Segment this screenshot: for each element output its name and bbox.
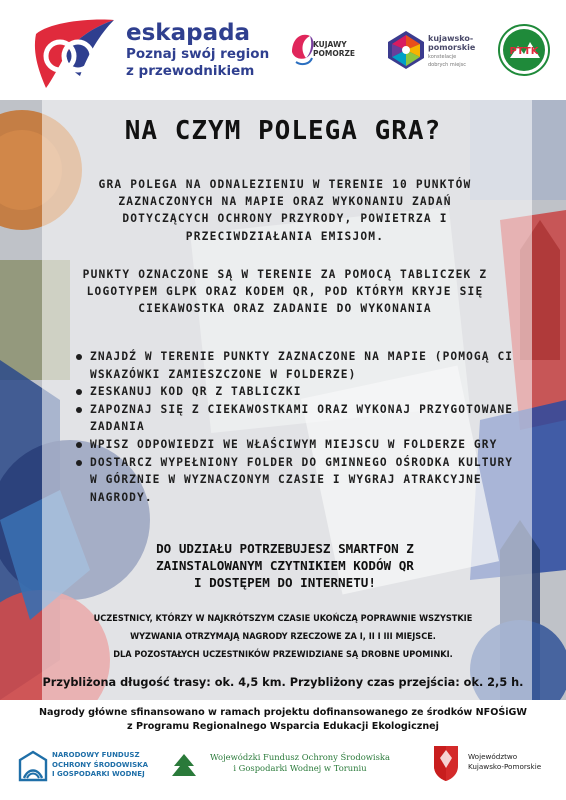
kp-tagline-line-2: dobrych miejsc — [428, 62, 467, 68]
funding-line-2: z Programu Regionalnego Wsparcia Edukacji Ekologicznej — [127, 721, 439, 732]
list-item — [74, 436, 514, 454]
step-text: ZAPOZNAJ SIĘ Z CIEKAWOSTKAMI ORAZ WYKONAJ PRZYGOTOWANE ZADANIA — [90, 402, 514, 434]
funding-line-1: Nagrody główne sfinansowano w ramach projektu dofinansowanego ze środków NFOŚiGW — [38, 707, 528, 718]
game-description: GRA POLEGA NA ODNALEZIENIU W TERENIE 10 PUNKTÓW ZAZNACZONYCH NA MAPIE ORAZ WYKONANIU ZADAŃ DOTYCZĄCYCH OCHRONY PRZYRODY, POWIETRZA I PRZECIWDZIAŁANIA EMISJOM. — [98, 178, 472, 243]
pttk-label: PTTK — [509, 46, 539, 57]
bullet-icon — [76, 389, 82, 395]
kp-name-line-1: kujawsko- — [428, 34, 474, 43]
bullet-icon — [76, 407, 82, 413]
wfosigw-logo — [164, 752, 204, 778]
page-title: NA CZYM POLEGA GRA? — [124, 116, 442, 146]
kujawy-line-2: POMORZE — [313, 49, 356, 58]
requirement-note — [90, 540, 480, 591]
list-item — [74, 383, 514, 401]
step-text: WPISZ ODPOWIEDZI WE WŁAŚCIWYM MIEJSCU W FOLDERZE GRY — [90, 437, 498, 451]
pttk-logo — [498, 24, 550, 76]
kujawsko-pomorskie-logo — [386, 30, 426, 70]
nf-line-2: OCHRONY ŚRODOWISKA — [52, 760, 149, 769]
kp-name-line-2: pomorskie — [428, 43, 476, 52]
footer — [0, 700, 566, 800]
kujawsko-pomorskie-text — [428, 34, 475, 68]
nfosigw-logo — [18, 750, 48, 782]
nfosigw-text — [52, 751, 148, 780]
wk-line-1: Województwo — [468, 752, 518, 761]
header — [0, 0, 566, 100]
wk-line-2: Kujawsko-Pomorskie — [468, 762, 542, 771]
wf-line-2: i Gospodarki Wodnej w Toruniu — [233, 763, 367, 773]
kujawy-pomorze-text — [313, 40, 355, 58]
funding-note — [20, 706, 546, 734]
step-text: ZNAJDŹ W TERENIE PUNKTY ZAZNACZONE NA MAPIE (POMOGĄ CI WSKAZÓWKI ZAMIESZCZONE W FOLDERZE) — [90, 350, 514, 381]
list-item — [74, 348, 514, 383]
brand-subtitle-line-1: Poznaj swój region — [126, 46, 270, 62]
kujawy-line-1: KUJAWY — [313, 40, 347, 49]
checkpoint-description: PUNKTY OZNACZONE SĄ W TERENIE ZA POMOCĄ TABLICZEK Z LOGOTYPEM GLPK ORAZ KODEM QR, POD KTÓRYM KRYJE SIĘ CIEKAWOSTKA ORAZ ZADANIE DO WYKONANIA — [82, 268, 488, 316]
prize-line-2: WYZWANIA OTRZYMAJĄ NAGRODY RZECZOWE ZA I, II I III MIEJSCE. — [130, 632, 436, 642]
prize-line-3: DLA POZOSTAŁYCH UCZESTNIKÓW PRZEWIDZIANE SĄ DROBNE UPOMINKI. — [113, 650, 453, 660]
prize-info — [50, 610, 516, 664]
nf-line-1: NARODOWY FUNDUSZ — [52, 751, 140, 759]
coat-of-arms-icon — [432, 744, 460, 782]
wf-line-1: Wojewódzki Fundusz Ochrony Środowiska — [210, 752, 390, 762]
prize-line-1: UCZESTNICY, KTÓRZY W NAJKRÓTSZYM CZASIE UKOŃCZĄ POPRAWNIE WSZYSTKIE — [93, 614, 473, 624]
bullet-icon — [76, 442, 82, 448]
step-text: DOSTARCZ WYPEŁNIONY FOLDER DO GMINNEGO OŚRODKA KULTURY W GÓRZNIE W WYZNACZONYM CZASIE I WYGRAJ ATRAKCYJNE NAGRODY. — [90, 455, 514, 504]
requirement-line-3: I DOSTĘPEM DO INTERNETU! — [194, 575, 376, 590]
kp-tagline-line-1: konstelacje — [428, 54, 457, 60]
eskapada-logo — [30, 14, 116, 90]
route-info: Przybliżona długość trasy: ok. 4,5 km. Przybliżony czas przejścia: ok. 2,5 h. — [42, 676, 524, 689]
bullet-icon — [76, 354, 82, 360]
requirement-line-1: DO UDZIAŁU POTRZEBUJESZ SMARTFON Z — [156, 541, 414, 556]
nf-line-3: I GOSPODARKI WODNEJ — [52, 770, 145, 778]
bullet-icon — [76, 460, 82, 466]
steps-list — [74, 348, 514, 506]
list-item — [74, 454, 514, 507]
step-text: ZESKANUJ KOD QR Z TABLICZKI — [90, 385, 302, 399]
list-item — [74, 401, 514, 436]
brand-text — [126, 20, 269, 80]
brand-title: eskapada — [126, 20, 251, 46]
brand-subtitle-line-2: z przewodnikiem — [126, 63, 255, 79]
wfosigw-text — [210, 752, 390, 774]
main-content — [0, 100, 566, 700]
requirement-line-2: ZAINSTALOWANYM CZYTNIKIEM KODÓW QR — [156, 558, 414, 573]
wojewodztwo-text — [468, 752, 541, 772]
